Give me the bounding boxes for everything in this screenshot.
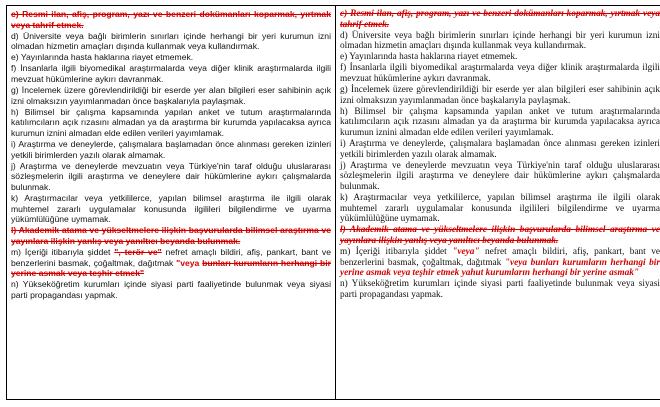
left-item-f: f) İnsanlarla ilgili biyomedikal araştırmalarda veya diğer klinik araştırmalarda ilgili mevzuat hükümlerine aykırı davranmak.	[11, 63, 331, 85]
left-item-k: k) Araştırmacılar veya yetkililerce, yapılan bilimsel araştırma ile ilgili olarak muhtemel zararlı uygulamalar konusunda ilgilileri bilgilendirme ve uyarma yükümlülüğüne uymamak.	[11, 193, 331, 225]
left-item-l: l) Akademik atama ve yükseltmelere ilişkin başvurularda bilimsel araştırma ve yayınlara ilişkin yanlış veya yanıltıcı beyanda bulunmak.	[11, 225, 331, 246]
right-m-middle: nefret amaçlı bildiri, afiş, pankart, bant ve benzerlerini basmak, çoğaltmak, dağıtmak	[340, 247, 660, 268]
right-item-l: l) Akademik atama ve yükseltmelere ilişkin başvurularda bilimsel araştırma ve yayınlara ilişkin yanlış veya yanıltıcı beyanda bulunmak.	[340, 225, 660, 246]
left-item-d: d) Üniversite veya bağlı birimlerin sınırları içinde herhangi bir yeri kurumun izni olmadan hizmetin amaçları dışında kullanmak veya kullandırmak.	[11, 30, 331, 52]
left-m-deleted: ", terör ve"	[114, 247, 162, 258]
right-item-g: g) İncelemek üzere görevlendirildiği bir eserde yer alan bilgileri eser sahibinin açık izni olmaksızın yayımlanmadan önce başkalarıyla paylaşmak.	[340, 85, 660, 106]
left-m-quote: "veya	[176, 257, 203, 268]
left-item-c: c) Resmi ilan, afiş, program, yazı ve benzeri dokümanları koparmak, yırtmak veya tahrif etmek.	[11, 9, 331, 30]
left-m-middle: nefret amaçlı bildiri, afiş, pankart, bant ve benzerlerini basmak, çoğaltmak, dağıtmak	[11, 247, 332, 268]
left-item-m	[11, 247, 331, 279]
right-m-added-2: "veya bunları kurumların herhangi bir yerine asmak veya teşhir etmek yahut kurumların herhangi bir yerine asmak"	[340, 257, 660, 279]
left-m-prefix: m) İçeriği itibarıyla şiddet	[11, 247, 115, 258]
comparison-table	[6, 5, 660, 400]
right-item-d: d) Üniversite veya bağlı birimlerin sınırları içinde herhangi bir yeri kurumun izni olmadan hizmetin amaçları dışında kullanmak veya kullandırmak.	[340, 30, 660, 52]
left-item-j: j) Araştırma ve deneylerde mevzuatın veya Türkiye'nin taraf olduğu uluslararası sözleşmelerin ilgili araştırma ve deneylere dair hükümlerine aykırı çalışmalarda bulunmak.	[11, 160, 331, 192]
left-item-g: g) İncelemek üzere görevlendirildiği bir eserde yer alan bilgileri eser sahibinin açık izni olmaksızın yayımlanmadan önce başkalarıyla paylaşmak.	[11, 85, 331, 106]
right-item-i: i) Araştırma ve deneylerde, çalışmalara başlamadan önce alınması gereken izinleri yetkili birimlerden yazılı olarak almamak.	[340, 139, 660, 160]
new-text-column	[336, 6, 660, 400]
left-item-e: e) Yayınlarında hasta haklarına riayet etmemek.	[11, 52, 194, 63]
right-item-h: h) Bilimsel bir çalışma kapsamında yapılan anket ve tutum araştırmalarında katılımcıların açık rızasını almadan ya da araştırma bir kurumda yapılacaksa ayrıca kurumun iznini almadan elde edilen verileri yayımlamak.	[340, 106, 660, 139]
right-item-n: n) Yükseköğretim kurumları içinde siyasi parti faaliyetinde bulunmak veya siyasi parti propagandası yapmak.	[340, 279, 660, 300]
right-m-prefix: m) İçeriği itibarıyla şiddet	[340, 247, 453, 258]
left-item-n: n) Yükseköğretim kurumları içinde siyasi parti faaliyetinde bulunmak veya siyasi parti propagandası yapmak.	[11, 279, 331, 300]
right-item-f: f) İnsanlarla ilgili biyomedikal araştırmalarda veya diğer klinik araştırmalarda ilgili mevzuat hükümlerine aykırı davranmak.	[340, 63, 660, 85]
right-item-k: k) Araştırmacılar veya yetkililerce, yapılan bilimsel araştırma ile ilgili olarak muhtemel zararlı uygulamalar konusunda ilgilileri bilgilendirme ve uyarma yükümlülüğüne uymamak.	[340, 193, 660, 225]
right-item-c: c) Resmi ilan, afiş, program, yazı ve benzeri dokümanları koparmak, yırtmak veya tahrif etmek.	[340, 9, 660, 30]
left-m-deleted-2: bunları kurumların herhangi bir yerine asmak veya teşhir etmek"	[11, 257, 331, 279]
right-item-e: e) Yayınlarında hasta haklarına riayet etmemek.	[340, 52, 518, 63]
left-item-i: i) Araştırma ve deneylerde, çalışmalara başlamadan önce alınması gereken izinleri yetkili birimlerden yazılı olarak almamak.	[11, 139, 331, 160]
right-item-m	[340, 247, 660, 279]
old-text-column	[7, 6, 336, 400]
left-item-h: h) Bilimsel bir çalışma kapsamında yapılan anket ve tutum araştırmalarında katılımcıların açık rızasını almadan ya da araştırma bir kurumda yapılacaksa ayrıca kurumun iznini almadan elde edilen verileri yayımlamak.	[11, 106, 331, 139]
right-m-added: "veya"	[452, 247, 480, 258]
right-item-j: j) Araştırma ve deneylerde mevzuatın veya Türkiye'nin taraf olduğu uluslararası sözleşmelerin ilgili araştırma ve deneylere dair hükümlerine aykırı çalışmalarda bulunmak.	[340, 160, 660, 192]
